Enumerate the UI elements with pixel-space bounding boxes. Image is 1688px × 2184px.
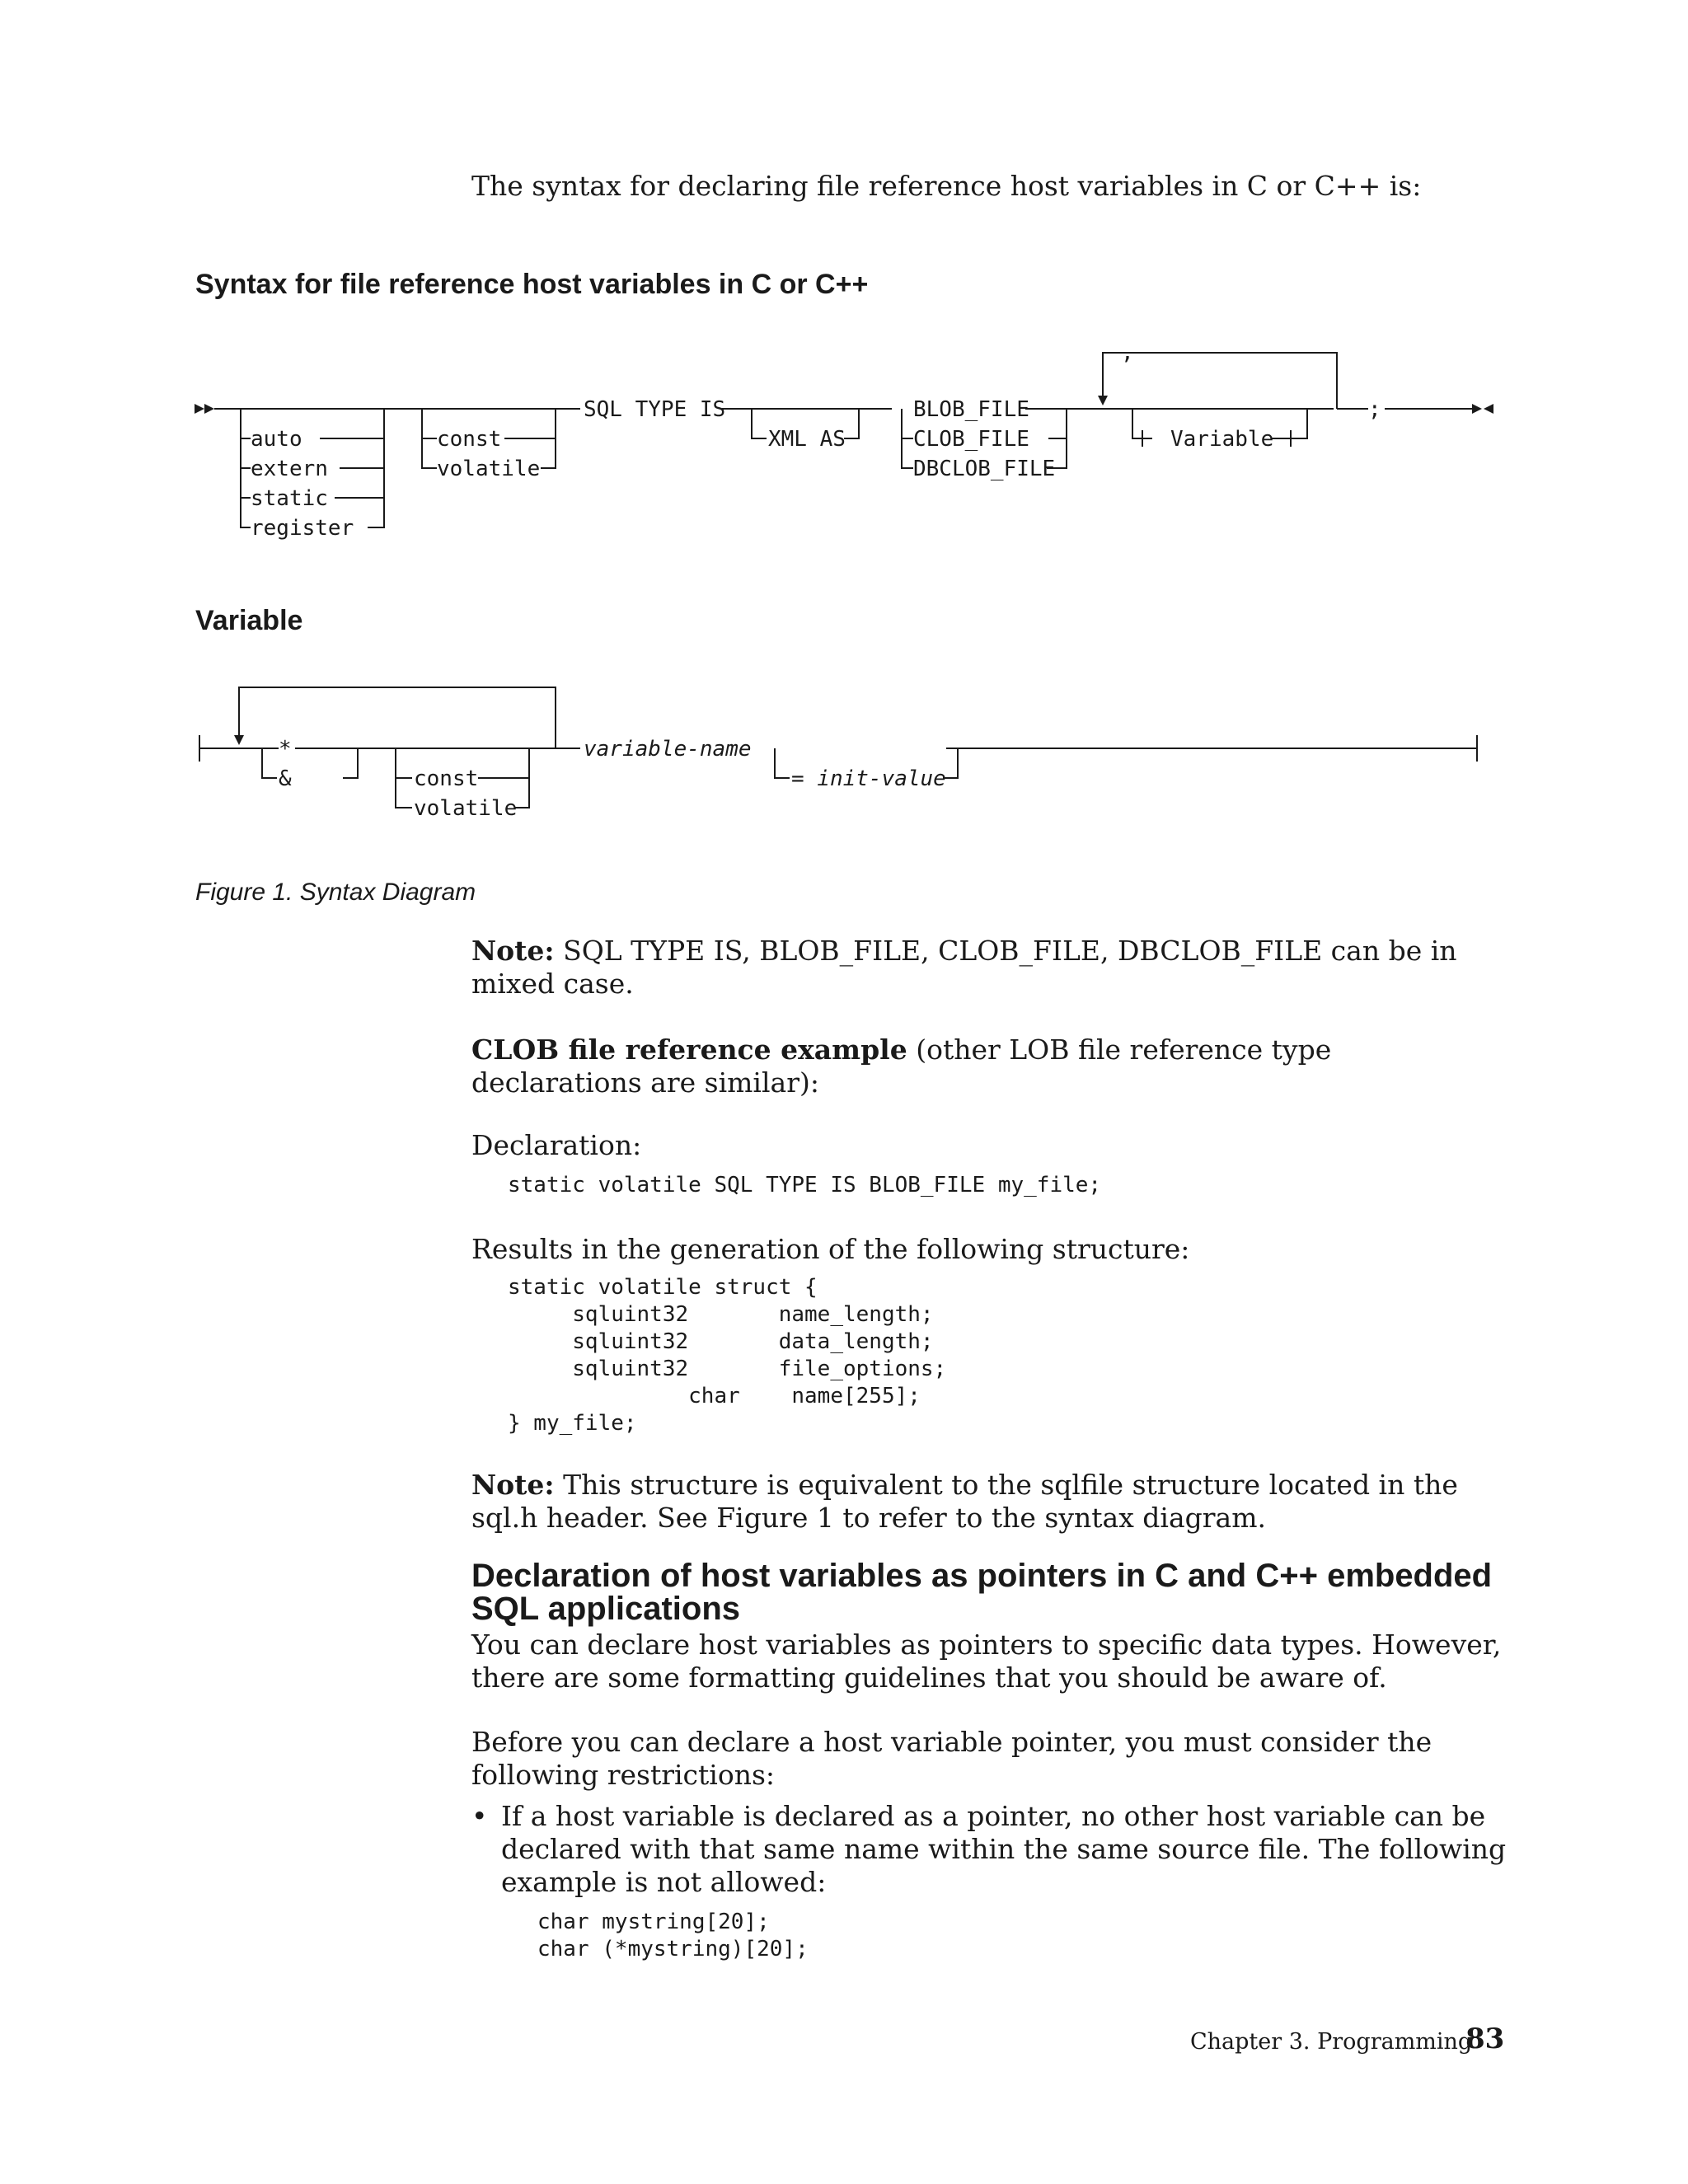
keyword-extern: extern xyxy=(251,457,328,481)
note-mixed-case xyxy=(471,935,1502,1001)
keyword-dbclob-file: DBCLOB_FILE xyxy=(913,457,1056,481)
keyword-static: static xyxy=(251,486,328,511)
keyword-amp: & xyxy=(279,766,292,791)
syntax-diagram-main xyxy=(0,330,1688,560)
section-heading-pointers: Declaration of host variables as pointers in C and C++ embedded SQL applications xyxy=(471,1558,1493,1627)
variable-repeat-arrow xyxy=(234,735,244,745)
diagram-start-arrow xyxy=(195,404,214,414)
keyword-volatile: volatile xyxy=(437,457,541,481)
note-text: SQL TYPE IS, BLOB_FILE, CLOB_FILE, DBCLOB_FILE can be in mixed case. xyxy=(471,935,1457,1000)
placeholder-init-value: = init-value xyxy=(791,766,946,791)
keyword-blob-file: BLOB_FILE xyxy=(913,397,1029,422)
keyword-semicolon: ; xyxy=(1368,397,1381,422)
clob-example-heading: CLOB file reference example xyxy=(471,1033,907,1066)
note-label: Note: xyxy=(471,935,555,967)
note2-label: Note: xyxy=(471,1469,555,1501)
keyword-sql-type-is: SQL TYPE IS xyxy=(584,397,726,422)
note2-text: This structure is equivalent to the sqlfile structure located in the sql.h header. See Figure 1 to refer to the syntax diagram. xyxy=(471,1469,1458,1534)
section-title: Syntax for file reference host variables in C or C++ xyxy=(195,269,869,300)
page-number: 83 xyxy=(1465,2022,1505,2055)
syntax-diagram-variable xyxy=(0,668,1688,832)
keyword-xml-as: XML AS xyxy=(768,427,846,452)
keyword-star: * xyxy=(279,737,292,762)
figure-caption: Figure 1. Syntax Diagram xyxy=(195,879,476,906)
keyword-auto: auto xyxy=(251,427,302,452)
list-item-text: If a host variable is declared as a pointer, no other host variable can be declared with that same name within the same source file. The following example is not allowed: xyxy=(501,1800,1507,1898)
keyword-clob-file: CLOB_FILE xyxy=(913,427,1029,452)
fragment-ref-variable: Variable xyxy=(1170,427,1274,452)
clob-example-intro xyxy=(471,1033,1502,1099)
struct-code: static volatile struct { sqluint32 name_length; sqluint32 data_length; sqluint32 file_options; char name[255]; } my_file; xyxy=(508,1275,947,1436)
variable-fragment-title: Variable xyxy=(195,605,303,636)
paragraph-pointers-intro: You can declare host variables as pointers to specific data types. However, there are some formatting guidelines that you should be aware of. xyxy=(471,1629,1502,1694)
list-item xyxy=(471,1800,1510,1963)
keyword-const: const xyxy=(437,427,502,452)
restrictions-list xyxy=(471,1800,1510,1963)
results-text: Results in the generation of the following structure: xyxy=(471,1233,1190,1265)
keyword-register: register xyxy=(251,516,354,541)
intro-text: The syntax for declaring file reference host variables in C or C++ is: xyxy=(471,170,1422,202)
list-item-code: char mystring[20]; char (*mystring)[20]; xyxy=(537,1910,809,1961)
paragraph-restrictions: Before you can declare a host variable pointer, you must consider the following restrictions: xyxy=(471,1726,1432,1791)
keyword-volatile-ptr: volatile xyxy=(414,796,518,821)
repeat-arrow xyxy=(1098,396,1108,405)
clob-example-text: (other LOB file reference type declarations are similar): xyxy=(471,1033,1332,1099)
footer-chapter: Chapter 3. Programming xyxy=(1190,2029,1473,2055)
note-sqlfile xyxy=(471,1469,1502,1535)
repeat-separator-comma: , xyxy=(1121,340,1134,365)
diagram-end-arrow xyxy=(1472,404,1493,414)
placeholder-variable-name: variable-name xyxy=(584,737,752,762)
keyword-const-ptr: const xyxy=(414,766,479,791)
declaration-code: static volatile SQL TYPE IS BLOB_FILE my_file; xyxy=(508,1173,1102,1197)
declaration-label: Declaration: xyxy=(471,1129,642,1161)
